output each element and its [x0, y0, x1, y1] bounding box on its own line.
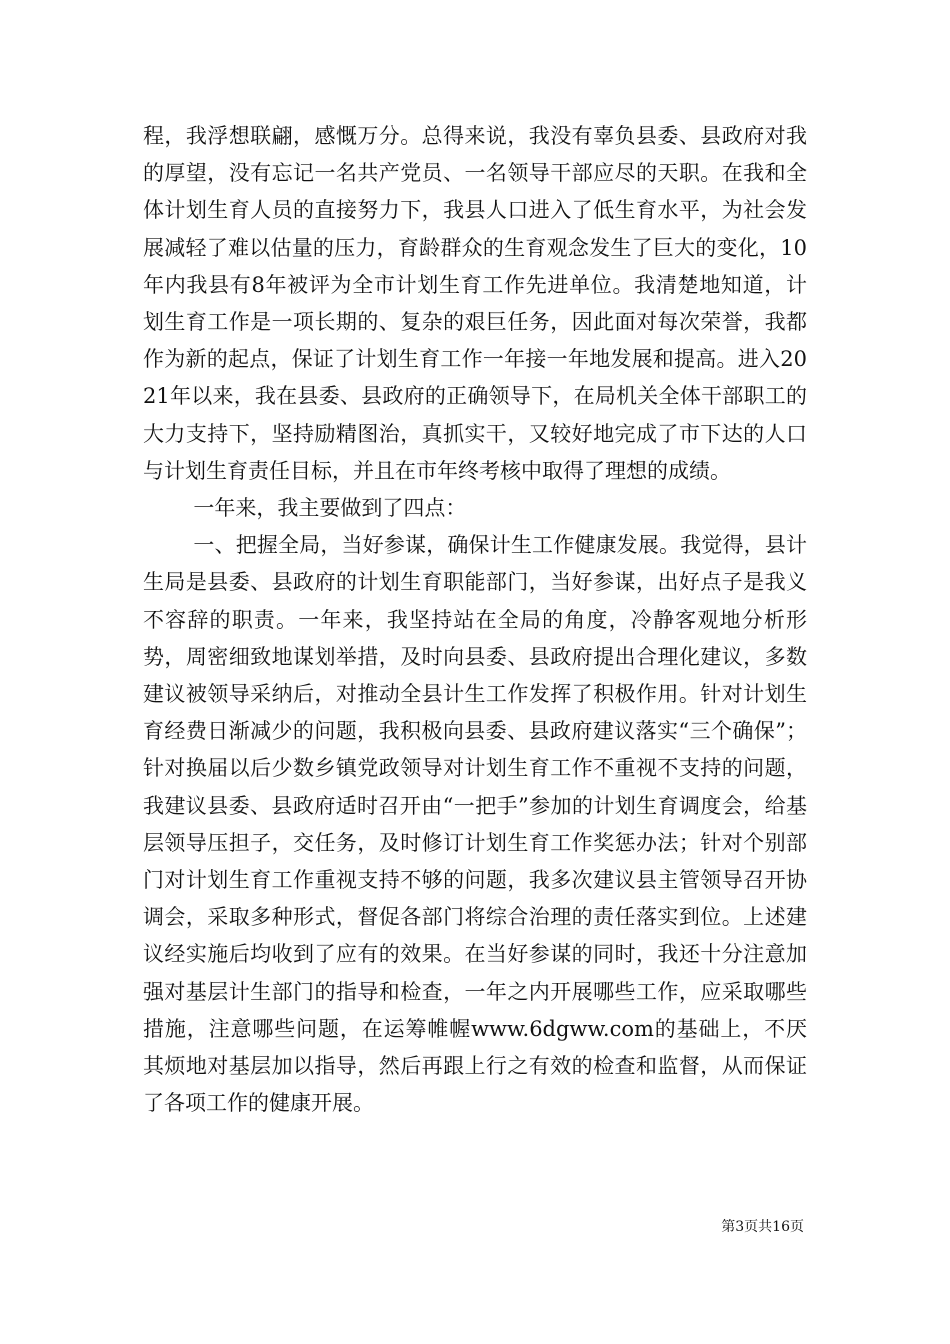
document-body [143, 118, 807, 1122]
paragraph-continuation: 程，我浮想联翩，感慨万分。总得来说，我没有辜负县委、县政府对我的厚望，没有忘记一名共产党员、一名领导干部应尽的天职。在我和全体计划生育人员的直接努力下，我县人口进入了低生育水平，为社会发展减轻了难以估量的压力，育龄群众的生育观念发生了巨大的变化，10年内我县有8年被评为全市计划生育工作先进单位。我清楚地知道，计划生育工作是一项长期的、复杂的艰巨任务，因此面对每次荣誉，我都作为新的起点，保证了计划生育工作一年接一年地发展和提高。进入2021年以来，我在县委、县政府的正确领导下，在局机关全体干部职工的大力支持下，坚持励精图治，真抓实干，又较好地完成了市下达的人口与计划生育责任目标，并且在市年终考核中取得了理想的成绩。 [143, 124, 807, 483]
page-number-footer: 第3页共16页 [721, 1219, 804, 1235]
paragraph-point-one: 一、把握全局，当好参谋，确保计生工作健康发展。我觉得，县计生局是县委、县政府的计划生育职能部门，当好参谋，出好点子是我义不容辞的职责。一年来，我坚持站在全局的角度，冷静客观地分析形势，周密细致地谋划举措，及时向县委、县政府提出合理化建议，多数建议被领导采纳后，对推动全县计生工作发挥了积极作用。针对计划生育经费日渐减少的问题，我积极向县委、县政府建议落实“三个确保”；针对换届以后少数乡镇党政领导对计划生育工作不重视不支持的问题，我建议县委、县政府适时召开由“一把手”参加的计划生育调度会，给基层领导压担子，交任务，及时修订计划生育工作奖惩办法；针对个别部门对计划生育工作重视支持不够的问题，我多次建议县主管领导召开协调会，采取多种形式，督促各部门将综合治理的责任落实到位。上述建议经实施后均收到了应有的效果。在当好参谋的同时，我还十分注意加强对基层计生部门的指导和检查，一年之内开展哪些工作，应采取哪些措施，注意哪些问题，在运筹帷幄www.6dgww.com的基础上，不厌其烦地对基层加以指导，然后再跟上行之有效的检查和监督，从而保证了各项工作的健康开展。 [143, 533, 807, 1116]
paragraph-summary-intro: 一年来，我主要做到了四点： [193, 496, 467, 521]
